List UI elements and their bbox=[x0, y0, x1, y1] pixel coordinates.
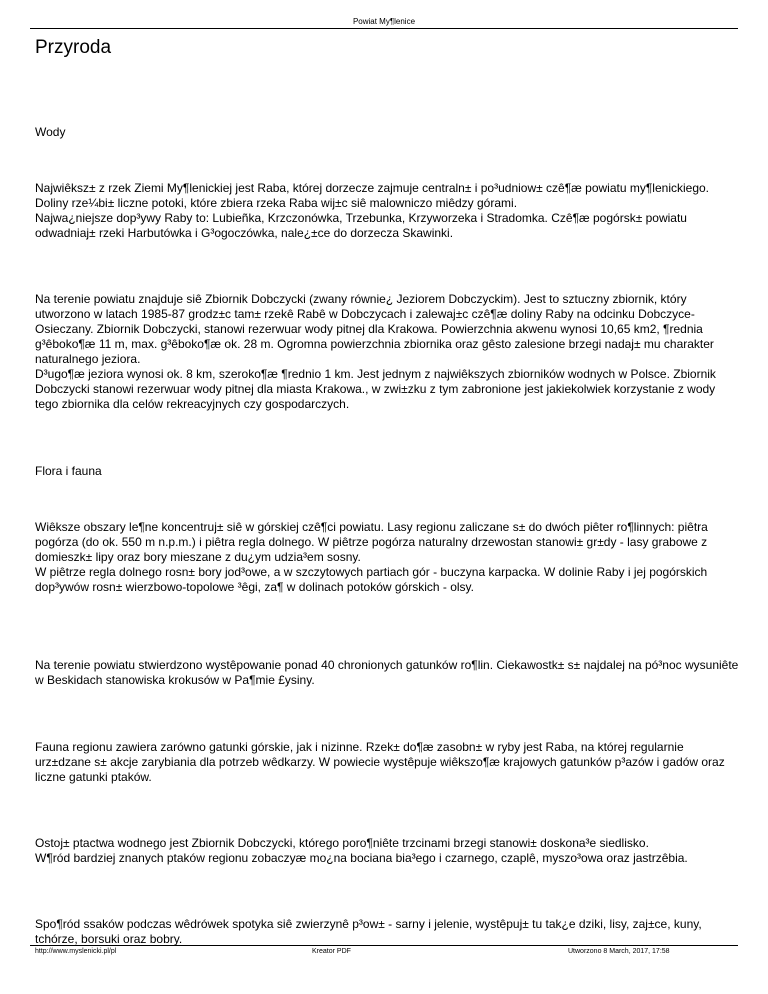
paragraph: W piêtrze regla dolnego rosn± bory jod³owe, a w szczytowych partiach gór - buczyna karpacka. W dolinie Raby i jej pogórskich dop³ywów rosn± wierzbowo-topolowe ³êgi, za¶ w dolinach potoków górskich - olsy. bbox=[35, 565, 708, 594]
paragraph: Najwiêksz± z rzek Ziemi My¶lenickiej jest Raba, której dorzecze zajmuje centraln± i po³udniow± czê¶æ powiatu my¶lenickiego. Doliny rze¼bi± liczne potoki, które zbiera rzeka Raba wij±c siê malowniczo miêdzy górami. bbox=[35, 181, 710, 210]
paragraph-block-protected-plants bbox=[35, 658, 740, 688]
footer-url-link[interactable]: http://www.myslenicki.pl/pl bbox=[35, 948, 117, 955]
section-heading-waters bbox=[35, 125, 740, 140]
paragraph-block-birds bbox=[35, 836, 740, 866]
paragraph: W¶ród bardziej znanych ptaków regionu zobaczyæ mo¿na bociana bia³ego i czarnego, czaplê, myszo³owa oraz jastrzêbia. bbox=[35, 851, 688, 865]
paragraph: Ostoj± ptactwa wodnego jest Zbiornik Dobczycki, którego poro¶niête trzcinami brzegi stanowi± doskona³e siedlisko. bbox=[35, 836, 649, 850]
section-heading-flora-fauna bbox=[35, 464, 740, 479]
paragraph: D³ugo¶æ jeziora wynosi ok. 8 km, szeroko¶æ ¶rednio 1 km. Jest jednym z najwiêkszych zbiorników wodnych w Polsce. Zbiornik Dobczycki stanowi rezerwuar wody pitnej dla miasta Krakowa., w zwi±zku z tym zabronione jest jakiekolwiek korzystanie z wody tego zbiornika dla celów rekreacyjnych czy gospodarczych. bbox=[35, 367, 716, 411]
paragraph: Spo¶ród ssaków podczas wêdrówek spotyka siê zwierzynê p³ow± - sarny i jelenie, wystêpuj± tu tak¿e dziki, lisy, zaj±ce, kuny, tchórze, borsuki oraz bobry. bbox=[35, 917, 702, 946]
footer-divider bbox=[30, 945, 738, 946]
paragraph: Najwa¿niejsze dop³ywy Raby to: Lubieñka, Krzczonówka, Trzebunka, Krzyworzeka i Stradomka. Czê¶æ pogórsk± powiatu odwadniaj± rzeki Harbutówka i G³ogoczówka, nale¿±ce do dorzecza Skawinki. bbox=[35, 211, 687, 240]
paragraph-block-fauna bbox=[35, 740, 740, 785]
heading-text: Wody bbox=[35, 125, 66, 139]
paragraph-block-rivers bbox=[35, 181, 740, 241]
paragraph: Na terenie powiatu stwierdzono wystêpowanie ponad 40 chronionych gatunków ro¶lin. Ciekawostk± s± najdalej na pó³noc wysuniête w Beskidach stanowiska krokusów w Pa¶mie £ysiny. bbox=[35, 658, 739, 687]
heading-text: Flora i fauna bbox=[35, 464, 102, 478]
document-header-title: Powiat My¶lenice bbox=[352, 17, 416, 26]
paragraph-block-mammals bbox=[35, 917, 740, 947]
footer-generator: Kreator PDF bbox=[312, 948, 351, 955]
paragraph: Na terenie powiatu znajduje siê Zbiornik Dobczycki (zwany równie¿ Jeziorem Dobczyckim). Jest to sztuczny zbiornik, który utworzono w latach 1985-87 grodz±c tam± rzekê Rabê w Dobczycach i zalewaj±c czê¶æ doliny Raby na odcinku Dobczyce-Osieczany. Zbiornik Dobczycki, stanowi rezerwuar wody pitnej dla Krakowa. Powierzchnia akwenu wynosi 10,65 km2, ¶rednia g³êboko¶æ 11 m, max. g³êboko¶æ ok. 28 m. Ogromna powierzchnia zbiornika oraz gêsto zalesione brzegi nadaj± mu charakter naturalnego jeziora. bbox=[35, 292, 714, 366]
page-title: Przyroda bbox=[35, 37, 112, 58]
paragraph-block-reservoir bbox=[35, 292, 740, 412]
paragraph-block-forests bbox=[35, 520, 740, 595]
paragraph: Wiêksze obszary le¶ne koncentruj± siê w górskiej czê¶ci powiatu. Lasy regionu zaliczane s± do dwóch piêter ro¶linnych: piêtra pogórza (do ok. 550 m n.p.m.) i piêtra regla dolnego. W piêtrze pogórza naturalny drzewostan stanowi± gr±dy - lasy grabowe z domieszk± lipy oraz bory mieszane z du¿ym udzia³em sosny. bbox=[35, 520, 708, 564]
header-divider bbox=[30, 28, 738, 29]
footer-created-date: Utworzono 8 March, 2017, 17:58 bbox=[568, 948, 670, 955]
paragraph: Fauna regionu zawiera zarówno gatunki górskie, jak i nizinne. Rzek± do¶æ zasobn± w ryby jest Raba, na której regularnie urz±dzane s± akcje zarybiania dla potrzeb wêdkarzy. W powiecie wystêpuje wiêkszo¶æ krajowych gatunków p³azów i gadów oraz liczne gatunki ptaków. bbox=[35, 740, 725, 784]
